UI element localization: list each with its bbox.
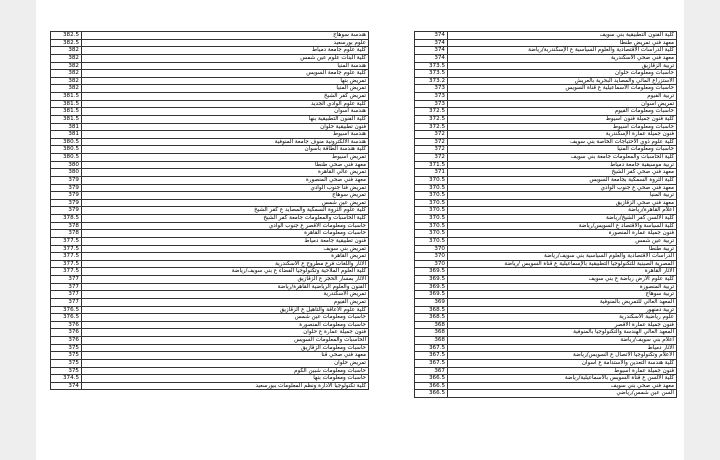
- table-row: [51, 375, 369, 383]
- table-row: [415, 62, 677, 70]
- score-cell: 370.5: [415, 176, 448, 184]
- table-row: [51, 199, 369, 207]
- faculty-name-cell: معهد فني صحي بني سويف: [448, 382, 677, 390]
- faculty-name-cell: تربية المنصورة: [448, 283, 677, 291]
- score-cell: 375: [51, 352, 82, 360]
- faculty-name-cell: كلية هندسة التعدين والاستدامة ع اسوان: [448, 359, 677, 367]
- table-row: [51, 154, 369, 162]
- table-row: [51, 329, 369, 337]
- faculty-name-cell: كلية العلوم الملاحية وتكنولوجيا الفضاء ع بني سويف/رياضة: [82, 268, 369, 276]
- faculty-name-cell: معهد فني صحي كفر الشيخ: [448, 169, 677, 177]
- faculty-name-cell: تمريض القاهرة: [82, 253, 369, 261]
- score-cell: 376.5: [51, 306, 82, 314]
- faculty-name-cell: تمريض كفر الشيخ: [82, 93, 369, 101]
- score-cell: 370: [415, 260, 448, 268]
- score-cell: 377.5: [51, 237, 82, 245]
- faculty-name-cell: كلية فنون جميلة فنون اسيوط: [448, 115, 677, 123]
- table-row: [51, 138, 369, 146]
- table-row: [415, 100, 677, 108]
- score-cell: 381.5: [51, 93, 82, 101]
- score-cell: 373.5: [415, 62, 448, 70]
- score-cell: 367.5: [415, 352, 448, 360]
- score-cell: 376: [51, 329, 82, 337]
- table-row: [415, 161, 677, 169]
- score-cell: 377.5: [51, 253, 82, 261]
- faculty-name-cell: المصرية الصينية للتكنولوجيا التطبيقية بالإسماعيلية ع قناة السويس /رياضة: [448, 260, 677, 268]
- table-row: [51, 298, 369, 306]
- faculty-name-cell: كلية علوم الاعاقة والتأهيل ع الزقازيق: [82, 306, 369, 314]
- score-cell: 370: [415, 253, 448, 261]
- right-score-table: [414, 31, 677, 398]
- score-cell: 376.5: [51, 314, 82, 322]
- score-cell: 376: [51, 337, 82, 345]
- faculty-name-cell: الآثار واللغات فرع مطروح ع الاسكندرية: [82, 260, 369, 268]
- table-row: [51, 268, 369, 276]
- score-cell: 378: [51, 230, 82, 238]
- faculty-name-cell: المعهد العالي للتمريض بالمنوفية: [448, 298, 677, 306]
- faculty-name-cell: كلية هندسة الطاقة بأسوان: [82, 146, 369, 154]
- score-cell: 374.5: [51, 375, 82, 383]
- faculty-name-cell: كلية علوم الثروة السمكية والمصايد ع كفر الشيخ: [82, 207, 369, 215]
- score-cell: 372.5: [415, 115, 448, 123]
- table-row: [51, 146, 369, 154]
- score-cell: 380: [51, 161, 82, 169]
- score-cell: 382.5: [51, 32, 82, 40]
- score-cell: 373.5: [415, 70, 448, 78]
- table-row: [51, 62, 369, 70]
- table-row: [51, 260, 369, 268]
- faculty-name-cell: هندسة سوهاج: [82, 32, 369, 40]
- table-row: [51, 47, 369, 55]
- score-cell: 381.5: [51, 115, 82, 123]
- faculty-name-cell: علوم بورسعيد: [82, 39, 369, 47]
- score-cell: 370.5: [415, 222, 448, 230]
- table-row: [415, 123, 677, 131]
- faculty-name-cell: تمريض بني سويف: [82, 245, 369, 253]
- faculty-name-cell: كلية الألسن كفر الشيخ/رياضة: [448, 215, 677, 223]
- faculty-name-cell: كلية البنات علوم عين شمس: [82, 54, 369, 62]
- table-row: [51, 306, 369, 314]
- faculty-name-cell: تمريض الاسكندرية: [82, 291, 369, 299]
- score-cell: 378.5: [51, 215, 82, 223]
- score-cell: 366.5: [415, 390, 448, 398]
- faculty-name-cell: الفنون والعلوم الرياضية القاهرة/رياضة: [82, 283, 369, 291]
- score-cell: 370: [415, 245, 448, 253]
- table-row: [415, 47, 677, 55]
- score-cell: 377: [51, 283, 82, 291]
- table-row: [415, 131, 677, 139]
- faculty-name-cell: اعلام بني سويف/رياضة: [448, 337, 677, 345]
- table-row: [415, 344, 677, 352]
- faculty-name-cell: تمريض المنيا: [82, 85, 369, 93]
- table-row: [415, 375, 677, 383]
- faculty-name-cell: معهد فني تمريض طنطا: [448, 39, 677, 47]
- faculty-name-cell: تربية موسيقية جامعة دمياط: [448, 161, 677, 169]
- faculty-name-cell: تربية المنيا: [448, 192, 677, 200]
- faculty-name-cell: معهد فني صحي المنصورة: [82, 176, 369, 184]
- score-cell: 377.5: [51, 245, 82, 253]
- score-cell: 379: [51, 176, 82, 184]
- faculty-name-cell: فنون جميلة عمارة الأقصر: [448, 321, 677, 329]
- table-row: [415, 154, 677, 162]
- faculty-name-cell: المعهد العالي الهندسة والتكنولوجيا بالمنوفية: [448, 329, 677, 337]
- score-cell: 375: [51, 359, 82, 367]
- table-row: [51, 359, 369, 367]
- document-page: [36, 0, 684, 460]
- table-row: [51, 161, 369, 169]
- faculty-name-cell: كلية الدراسات الاقتصادية والعلوم السياسية ع الإسكندرية/رياضة: [448, 47, 677, 55]
- table-row: [415, 253, 677, 261]
- table-row: [415, 54, 677, 62]
- faculty-name-cell: كلية الحاسبات والمعلومات جامعة كفر الشيخ: [82, 215, 369, 223]
- score-cell: 370.5: [415, 184, 448, 192]
- faculty-name-cell: الاستزراع المائي والمصايد البحرية بالعريش: [448, 77, 677, 85]
- table-row: [51, 321, 369, 329]
- score-cell: 373: [415, 85, 448, 93]
- table-row: [51, 215, 369, 223]
- table-row: [415, 215, 677, 223]
- table-row: [415, 314, 677, 322]
- faculty-name-cell: كلية السياسة والاقتصاد ع السويس/رياضة: [448, 222, 677, 230]
- score-cell: 371: [415, 169, 448, 177]
- faculty-name-cell: معهد فني صحي قنا: [82, 352, 369, 360]
- table-row: [51, 344, 369, 352]
- table-row: [415, 283, 677, 291]
- score-cell: 381.5: [51, 108, 82, 116]
- faculty-name-cell: كلية علوم ذوي الاحتياجات الخاصة بني سويف: [448, 138, 677, 146]
- faculty-name-cell: كلية علوم الأرض رياضة ع بني سويف: [448, 276, 677, 284]
- table-row: [51, 70, 369, 78]
- faculty-name-cell: حاسبات ومعلومات حلوان: [448, 70, 677, 78]
- faculty-name-cell: تمريض عين شمس: [82, 199, 369, 207]
- table-row: [415, 115, 677, 123]
- table-row: [415, 276, 677, 284]
- faculty-name-cell: تربية عين شمس: [448, 237, 677, 245]
- score-cell: 382: [51, 85, 82, 93]
- score-cell: 366.5: [415, 375, 448, 383]
- score-cell: 381: [51, 131, 82, 139]
- table-row: [415, 85, 677, 93]
- score-cell: 372: [415, 131, 448, 139]
- table-row: [51, 115, 369, 123]
- faculty-name-cell: حاسبات ومعلومات المنصورة: [82, 321, 369, 329]
- table-row: [51, 237, 369, 245]
- table-row: [415, 146, 677, 154]
- faculty-name-cell: فنون تطبيقية جامعة دمياط: [82, 237, 369, 245]
- faculty-name-cell: كلية الفنون التطبيقية بنها: [82, 115, 369, 123]
- table-row: [51, 222, 369, 230]
- table-row: [415, 176, 677, 184]
- score-cell: 376: [51, 321, 82, 329]
- faculty-name-cell: تمريض بنها: [82, 77, 369, 85]
- faculty-name-cell: فنون جميلة عمارة المنصورة: [448, 230, 677, 238]
- score-cell: 370.5: [415, 230, 448, 238]
- table-row: [51, 367, 369, 375]
- table-row: [415, 207, 677, 215]
- score-cell: 373: [415, 100, 448, 108]
- table-row: [51, 39, 369, 47]
- table-row: [51, 352, 369, 360]
- table-row: [51, 123, 369, 131]
- table-row: [51, 131, 369, 139]
- faculty-name-cell: حاسبات ومعلومات عين شمس: [82, 314, 369, 322]
- score-cell: 373: [415, 93, 448, 101]
- faculty-name-cell: كلية الثروة السمكية بجامعة السويس: [448, 176, 677, 184]
- faculty-name-cell: الآثار القاهرة: [448, 268, 677, 276]
- score-cell: 377.5: [51, 268, 82, 276]
- score-cell: 369.5: [415, 276, 448, 284]
- table-row: [51, 276, 369, 284]
- faculty-name-cell: فنون تطبيقية حلوان: [82, 123, 369, 131]
- score-cell: 370.5: [415, 237, 448, 245]
- table-row: [415, 367, 677, 375]
- score-cell: 382: [51, 70, 82, 78]
- faculty-name-cell: كلية تكنولوجيا الادارة ونظم المعلومات ببورسعيد: [82, 382, 369, 390]
- table-row: [51, 108, 369, 116]
- score-cell: 374: [415, 39, 448, 47]
- table-row: [415, 32, 677, 40]
- faculty-name-cell: تمريض عالي القاهرة: [82, 169, 369, 177]
- left-score-table: [50, 31, 369, 390]
- score-cell: 366.5: [415, 382, 448, 390]
- table-row: [415, 291, 677, 299]
- score-cell: 372: [415, 138, 448, 146]
- table-row: [415, 337, 677, 345]
- score-cell: 367.5: [415, 344, 448, 352]
- faculty-name-cell: كلية علوم جامعة دمياط: [82, 47, 369, 55]
- table-row: [415, 192, 677, 200]
- faculty-name-cell: معهد فني صحي ع جنوب الوادي: [448, 184, 677, 192]
- score-cell: 370.5: [415, 199, 448, 207]
- faculty-name-cell: حاسبات ومعلومات بنها: [82, 375, 369, 383]
- score-cell: 368: [415, 337, 448, 345]
- score-cell: 375: [51, 344, 82, 352]
- faculty-name-cell: حاسبات ومعلومات القاهرة: [82, 230, 369, 238]
- faculty-name-cell: حاسبات ومعلومات الاقصر ع جنوب الوادي: [82, 222, 369, 230]
- score-cell: 367: [415, 367, 448, 375]
- score-cell: 369.5: [415, 283, 448, 291]
- table-row: [415, 321, 677, 329]
- faculty-name-cell: ألسن عين شمس/رياضي: [448, 390, 677, 398]
- table-row: [51, 192, 369, 200]
- score-cell: 382.5: [51, 39, 82, 47]
- score-cell: 369.5: [415, 291, 448, 299]
- table-row: [51, 77, 369, 85]
- faculty-name-cell: فنون جميلة عمارة ع حلوان: [82, 329, 369, 337]
- faculty-name-cell: كلية علوم جامعة السويس: [82, 70, 369, 78]
- table-row: [415, 352, 677, 360]
- table-row: [415, 237, 677, 245]
- table-row: [51, 230, 369, 238]
- table-row: [51, 382, 369, 390]
- table-row: [415, 245, 677, 253]
- faculty-name-cell: كلية الألسن ع قناة السويس بالاسماعيلية/رياضة: [448, 375, 677, 383]
- faculty-name-cell: تربية الفيوم: [448, 93, 677, 101]
- table-row: [51, 314, 369, 322]
- faculty-name-cell: معهد فني صحي الاسكندرية: [448, 54, 677, 62]
- table-row: [415, 382, 677, 390]
- table-row: [51, 291, 369, 299]
- score-cell: 380.5: [51, 146, 82, 154]
- score-cell: 381: [51, 123, 82, 131]
- faculty-name-cell: حاسبات ومعلومات الزقازيق: [82, 344, 369, 352]
- score-cell: 369.5: [415, 268, 448, 276]
- table-row: [415, 390, 677, 398]
- table-row: [415, 108, 677, 116]
- table-row: [51, 85, 369, 93]
- faculty-name-cell: علوم رياضية الاسكندرية: [448, 314, 677, 322]
- score-cell: 379: [51, 207, 82, 215]
- score-cell: 372: [415, 146, 448, 154]
- score-cell: 380: [51, 169, 82, 177]
- faculty-name-cell: حاسبات ومعلومات المنيا: [448, 146, 677, 154]
- score-cell: 381.5: [51, 100, 82, 108]
- faculty-name-cell: تربية دمنهور: [448, 306, 677, 314]
- table-row: [51, 54, 369, 62]
- faculty-name-cell: تربية طنطا: [448, 245, 677, 253]
- table-row: [51, 176, 369, 184]
- score-cell: 382: [51, 47, 82, 55]
- faculty-name-cell: كلية الحاسبات والمعلومات جامعة بني سويف: [448, 154, 677, 162]
- table-row: [51, 93, 369, 101]
- score-cell: 368: [415, 329, 448, 337]
- faculty-name-cell: الحاسبات والمعلومات السويس: [82, 337, 369, 345]
- score-cell: 377.5: [51, 260, 82, 268]
- score-cell: 378: [51, 222, 82, 230]
- score-cell: 370.5: [415, 192, 448, 200]
- score-cell: 377: [51, 276, 82, 284]
- table-row: [51, 184, 369, 192]
- score-cell: 371.5: [415, 161, 448, 169]
- table-row: [415, 39, 677, 47]
- faculty-name-cell: حاسبات ومعلومات شبين الكوم: [82, 367, 369, 375]
- score-cell: 368.5: [415, 314, 448, 322]
- table-row: [415, 70, 677, 78]
- score-cell: 382: [51, 62, 82, 70]
- faculty-name-cell: تربية سوهاج: [448, 291, 677, 299]
- faculty-name-cell: هندسة أسيوط: [82, 131, 369, 139]
- score-cell: 370.5: [415, 215, 448, 223]
- faculty-name-cell: تمريض الفيوم: [82, 298, 369, 306]
- table-row: [415, 306, 677, 314]
- score-cell: 382: [51, 77, 82, 85]
- faculty-name-cell: هندسة المنيا: [82, 62, 369, 70]
- score-cell: 379: [51, 184, 82, 192]
- score-cell: 382: [51, 54, 82, 62]
- table-row: [51, 169, 369, 177]
- table-row: [415, 199, 677, 207]
- score-cell: 380.5: [51, 138, 82, 146]
- score-cell: 374: [415, 54, 448, 62]
- faculty-name-cell: تمريض فنا جنوب الوادي: [82, 184, 369, 192]
- table-row: [415, 138, 677, 146]
- table-row: [415, 77, 677, 85]
- score-cell: 372.5: [415, 108, 448, 116]
- faculty-name-cell: معهد فني صحي طنطا: [82, 161, 369, 169]
- faculty-name-cell: تمريض حلوان: [82, 359, 369, 367]
- faculty-name-cell: الآثار دمياط: [448, 344, 677, 352]
- table-row: [415, 329, 677, 337]
- table-row: [51, 253, 369, 261]
- faculty-name-cell: الاعلام وتكنولوجيا الاتصال ع السويس/رياضة: [448, 352, 677, 360]
- faculty-name-cell: تربية الزقازيق: [448, 62, 677, 70]
- score-cell: 372.5: [415, 123, 448, 131]
- score-cell: 369: [415, 298, 448, 306]
- faculty-name-cell: تمريض أسوان: [448, 100, 677, 108]
- faculty-name-cell: كلية علوم الوادي الجديد: [82, 100, 369, 108]
- faculty-name-cell: الآثار بمسار الحجر ع الزقازيق: [82, 276, 369, 284]
- table-row: [51, 100, 369, 108]
- faculty-name-cell: فنون جميلة عمارة اسيوط: [448, 367, 677, 375]
- score-cell: 368.5: [415, 306, 448, 314]
- table-row: [415, 268, 677, 276]
- faculty-name-cell: حاسبات ومعلومات الاسماعيلية ع قناة السويس: [448, 85, 677, 93]
- table-row: [51, 245, 369, 253]
- faculty-name-cell: اعلام القاهرة/رياضة: [448, 207, 677, 215]
- score-cell: 370.5: [415, 207, 448, 215]
- faculty-name-cell: الدراسات الاقتصادية والعلوم السياسية بني سويف/رياضة: [448, 253, 677, 261]
- faculty-name-cell: تمريض اسيوط: [82, 154, 369, 162]
- score-cell: 374: [51, 382, 82, 390]
- score-cell: 372: [415, 154, 448, 162]
- faculty-name-cell: تمريض سوهاج: [82, 192, 369, 200]
- table-row: [51, 283, 369, 291]
- score-cell: 377: [51, 291, 82, 299]
- faculty-name-cell: فنون جميلة عمارة الإسكندرية: [448, 131, 677, 139]
- score-cell: 367.5: [415, 359, 448, 367]
- table-row: [51, 337, 369, 345]
- table-row: [415, 359, 677, 367]
- table-row: [415, 184, 677, 192]
- score-cell: 379: [51, 192, 82, 200]
- table-row: [415, 230, 677, 238]
- faculty-name-cell: هندسة الالكترونية منوف جامعة المنوفية: [82, 138, 369, 146]
- score-cell: 375: [51, 367, 82, 375]
- table-row: [415, 93, 677, 101]
- table-row: [415, 260, 677, 268]
- table-row: [51, 207, 369, 215]
- faculty-name-cell: حاسبات ومعلومات اسيوط: [448, 123, 677, 131]
- table-row: [415, 169, 677, 177]
- table-row: [415, 298, 677, 306]
- faculty-name-cell: كلية الفنون التطبيقية بني سويف: [448, 32, 677, 40]
- score-cell: 380.5: [51, 154, 82, 162]
- table-row: [51, 32, 369, 40]
- score-cell: 379: [51, 199, 82, 207]
- faculty-name-cell: حاسبات ومعلومات الفيوم: [448, 108, 677, 116]
- table-row: [415, 222, 677, 230]
- score-cell: 374: [415, 47, 448, 55]
- faculty-name-cell: هندسة أسوان: [82, 108, 369, 116]
- faculty-name-cell: معهد فني صحي الزقازيق: [448, 199, 677, 207]
- score-cell: 373.2: [415, 77, 448, 85]
- score-cell: 374: [415, 32, 448, 40]
- score-cell: 377: [51, 298, 82, 306]
- score-cell: 368: [415, 321, 448, 329]
